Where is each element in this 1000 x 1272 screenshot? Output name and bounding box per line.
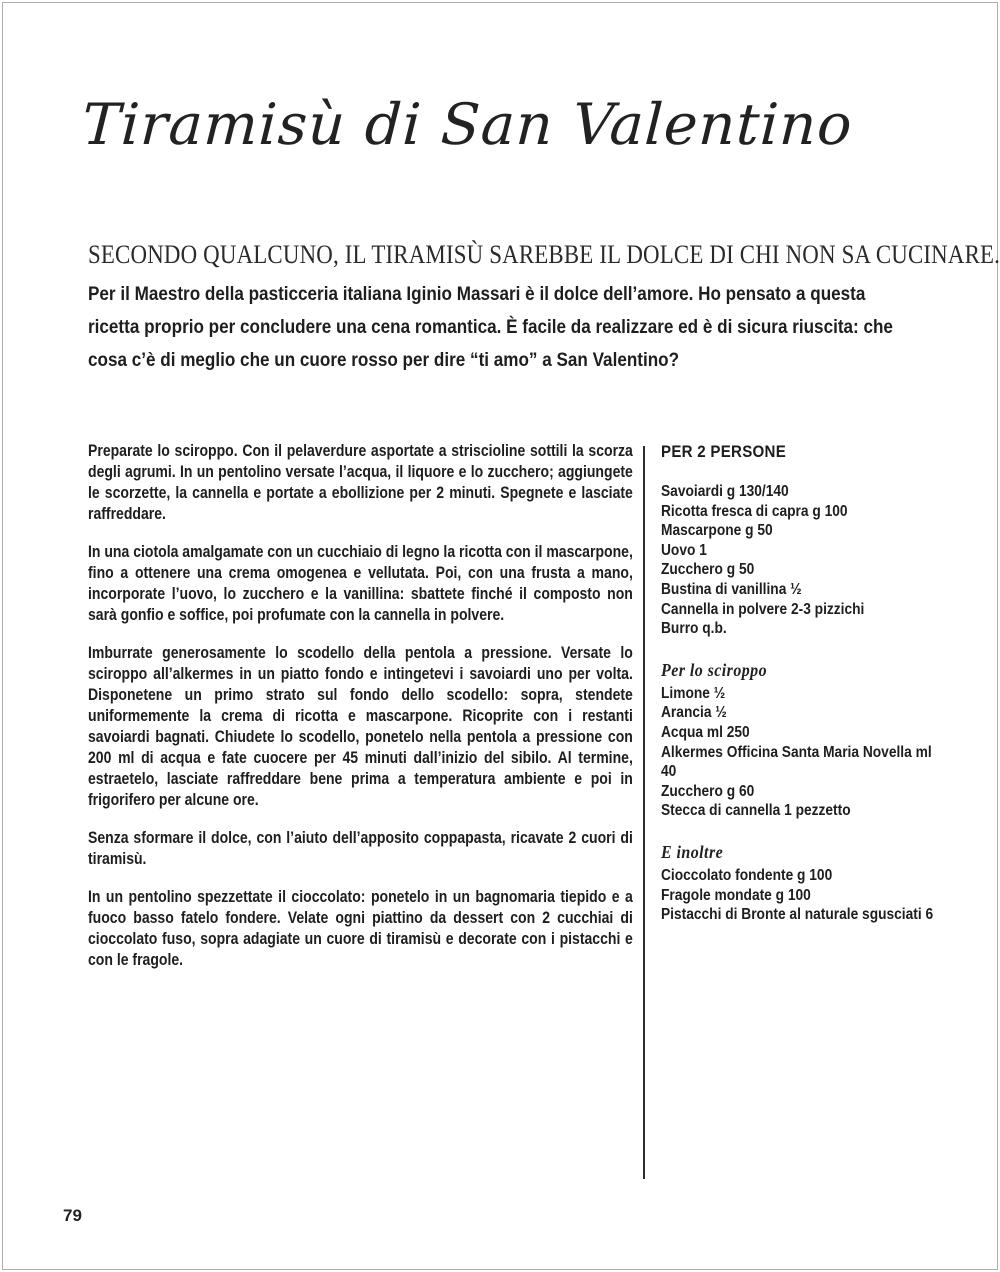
ingredient-item: Acqua ml 250	[661, 723, 750, 741]
page-number: 79	[63, 1206, 82, 1225]
ingredient-item: Limone ½	[661, 684, 726, 702]
ingredient-item: Cannella in polvere 2-3 pizzichi	[661, 600, 865, 618]
ingredient-item: Ricotta fresca di capra g 100	[661, 502, 848, 520]
ingredient-item: Pistacchi di Bronte al naturale sgusciati 6	[661, 906, 934, 924]
intro-headline: SECONDO QUALCUNO, IL TIRAMISÙ SAREBBE IL DOLCE DI CHI NON SA CUCINARE.	[88, 240, 1000, 269]
method-paragraph: In una ciotola amalgamate con un cucchiaio di legno la ricotta con il mascarpone, fino a ottenere una crema omogenea e vellutata. Poi, con una frusta a mano, incorporate l’uovo, lo zucchero e la vanillina: sbattete finché il composto non sarà gonfio e soffice, poi profumate con la cannella in polvere.	[88, 543, 633, 624]
method-text	[88, 441, 633, 971]
ingredient-item: Alkermes Officina Santa Maria Novella ml 40	[661, 743, 932, 781]
main-ingredient-list	[661, 482, 945, 639]
intro-body: Per il Maestro della pasticceria italiana Iginio Massari è il dolce dell’amore. Ho pensato a questa ricetta proprio per concludere una cena romantica. È facile da realizzare ed è di sicura riuscita: che cosa c’è di meglio che un cuore rosso per dire “ti amo” a San Valentino?	[88, 284, 893, 371]
ingredient-item: Zucchero g 50	[661, 561, 755, 579]
method-paragraph: Preparate lo sciroppo. Con il pelaverdure asportate a striscioline sottili la scorza degli agrumi. In un pentolino versate l’acqua, il liquore e lo zucchero; aggiungete le scorzette, la cannella e portate a ebollizione per 2 minuti. Spegnete e lasciate raffreddare.	[88, 442, 633, 523]
ingredient-item: Zucchero g 60	[661, 782, 755, 800]
method-paragraph: Imburrate generosamente lo scodello della pentola a pressione. Versate lo sciroppo all’alkermes in un piatto fondo e intingetevi i savoiardi uno per volta. Disponetene un primo strato sul fondo dello scodello: sopra, stendete uniformemente la crema di ricotta e mascarpone. Ricoprite con i restanti savoiardi bagnati. Chiudete lo scodello, ponetelo nella pentola a pressione con 200 ml di acqua e fate cuocere per 45 minuti dall’inizio del sibilo. Al termine, estraetelo, lasciate raffreddare bene prima a temperatura ambiente e poi in frigorifero per alcune ore.	[88, 644, 633, 809]
extras-ingredient-list	[661, 866, 945, 925]
ingredient-item: Mascarpone g 50	[661, 522, 773, 540]
ingredients-text	[661, 442, 945, 925]
ingredient-item: Uovo 1	[661, 541, 707, 559]
extras-section-heading: E inoltre	[661, 841, 724, 862]
syrup-section-heading: Per lo sciroppo	[661, 659, 768, 680]
ingredient-item: Arancia ½	[661, 704, 727, 722]
ingredient-item: Burro q.b.	[661, 620, 727, 638]
ingredient-item: Savoiardi g 130/140	[661, 483, 789, 500]
intro-section	[88, 240, 1000, 377]
method-paragraph: In un pentolino spezzettate il cioccolato: ponetelo in un bagnomaria tiepido e a fuoco basso fatelo fondere. Velate ogni piattino da dessert con 2 cucchiai di cioccolato fuso, sopra adagiate un cuore di tiramisù e decorate con i pistacchi e con le fragole.	[88, 888, 633, 969]
ingredient-item: Bustina di vanillina ½	[661, 580, 802, 598]
ingredients-column	[661, 442, 945, 925]
servings-heading: PER 2 PERSONE	[661, 442, 787, 461]
column-divider	[643, 446, 645, 1179]
method-paragraph: Senza sformare il dolce, con l’aiuto dell’apposito coppapasta, ricavate 2 cuori di tiramisù.	[88, 829, 633, 868]
syrup-ingredient-list	[661, 684, 945, 821]
ingredient-item: Fragole mondate g 100	[661, 886, 811, 904]
method-column	[88, 441, 633, 988]
ingredient-item: Stecca di cannella 1 pezzetto	[661, 802, 851, 820]
ingredient-item: Cioccolato fondente g 100	[661, 866, 833, 884]
page-title: Tiramisù di San Valentino	[80, 92, 855, 158]
